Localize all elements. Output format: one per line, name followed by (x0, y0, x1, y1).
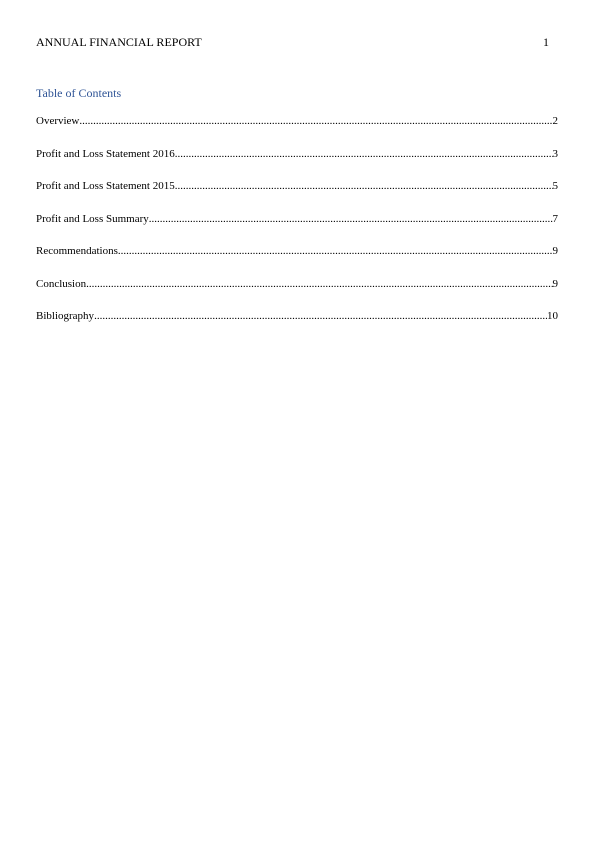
toc-entry-pl-2016[interactable] (36, 147, 558, 180)
toc-entry-page: 5 (552, 180, 558, 192)
toc-entry-page: 10 (547, 310, 558, 322)
toc-heading: Table of Contents (36, 86, 122, 100)
dot-leader (94, 309, 547, 323)
toc-entry-label: Bibliography (36, 310, 95, 322)
toc-entry-bibliography[interactable] (36, 309, 558, 342)
dot-leader (175, 147, 553, 161)
dot-leader (175, 179, 553, 193)
toc-entry-overview[interactable] (36, 114, 558, 147)
toc-entry-label: Overview (36, 115, 80, 127)
running-header-title: ANNUAL FINANCIAL REPORT (36, 35, 202, 49)
toc-entry-pl-summary[interactable] (36, 212, 558, 245)
dot-leader (79, 114, 552, 128)
toc-entry-page: 7 (552, 212, 558, 225)
toc-entry-pl-2015[interactable] (36, 179, 558, 212)
toc-entry-page: 9 (552, 277, 558, 290)
page-number: 1 (543, 35, 549, 49)
toc-entry-label: Profit and Loss Summary (36, 212, 149, 225)
toc-entry-label: Recommendations (36, 245, 118, 257)
dot-leader (118, 244, 553, 258)
toc-entry-page: 9 (552, 245, 558, 257)
toc-entry-label: Conclusion (36, 277, 87, 290)
toc-entry-page: 2 (552, 115, 558, 127)
toc-entry-recommendations[interactable] (36, 244, 558, 277)
dot-leader (149, 212, 553, 226)
toc-entry-label: Profit and Loss Statement 2015 (36, 180, 175, 192)
table-of-contents (36, 114, 558, 342)
toc-entry-page: 3 (552, 147, 558, 160)
toc-entry-conclusion[interactable] (36, 277, 558, 310)
toc-entry-label: Profit and Loss Statement 2016 (36, 147, 175, 160)
dot-leader (86, 277, 552, 291)
